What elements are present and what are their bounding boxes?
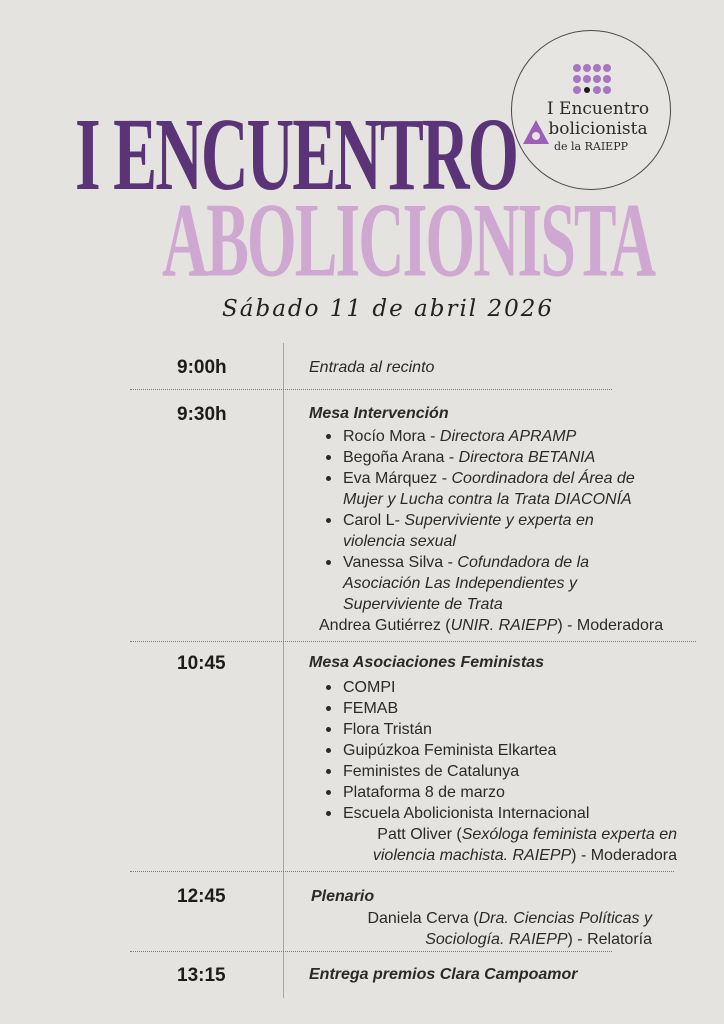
schedule-title: Plenario (311, 888, 375, 905)
moderator-name: Andrea Gutiérrez (319, 617, 441, 634)
schedule-title: Entrada al recinto (309, 359, 435, 376)
schedule-time: 12:45 (177, 886, 226, 907)
row-separator (130, 389, 612, 390)
moderator-org: violencia machista. RAIEPP (372, 847, 572, 864)
moderator-role: Moderadora (590, 847, 677, 864)
speaker-role: Directora BETANIA (458, 449, 596, 466)
rapporteur-role: Relatoría (587, 931, 652, 948)
dots-grid-icon (572, 64, 612, 96)
speaker-role: Mujer y Lucha contra la Trata DIACONÍA (343, 491, 632, 508)
row-separator (130, 951, 612, 952)
logo-line-3: de la RAIEPP (553, 140, 629, 153)
schedule-vertical-divider (283, 343, 284, 998)
list-item: Vanessa Silva - Cofundadora de la Asociación Las Independientes y Superviviente de Trata (325, 552, 635, 615)
schedule-time: 9:00h (177, 357, 227, 378)
schedule-title: Mesa Asociaciones Feministas (309, 654, 545, 671)
logo-line-2: bolicionista (548, 119, 648, 139)
rapporteur-org: Dra. Ciencias Políticas y (478, 910, 652, 927)
speaker-list (325, 426, 635, 615)
row-separator (130, 641, 696, 642)
title-line-1: I ENCUENTRO (75, 97, 517, 213)
list-item: Rocío Mora - Directora APRAMP (325, 426, 635, 447)
speaker-role: Coordinadora del Área de (451, 470, 635, 487)
moderator-line: Andrea Gutiérrez (UNIR. RAIEPP) - Moderadora (319, 617, 664, 634)
rapporteur-org: Sociología. RAIEPP (425, 931, 568, 948)
list-item: Eva Márquez - Coordinadora del Área de Mujer y Lucha contra la Trata DIACONÍA (325, 468, 635, 510)
list-item: Flora Tristán (325, 719, 589, 740)
row-separator (130, 871, 674, 872)
speaker-role: Superviviente de Trata (343, 596, 503, 613)
moderator-org: Sexóloga feminista experta en (461, 826, 677, 843)
speaker-role: Asociación Las Independientes y (343, 575, 577, 592)
speaker-name: Eva Márquez (343, 470, 438, 487)
speaker-name: Carol L (343, 512, 395, 529)
list-item: FEMAB (325, 698, 589, 719)
association-list (325, 677, 589, 824)
speaker-role: violencia sexual (343, 533, 456, 550)
list-item: Plataforma 8 de marzo (325, 782, 589, 803)
event-date: Sábado 11 de abril 2026 (222, 296, 554, 322)
speaker-name: Vanessa Silva (343, 554, 444, 571)
speaker-name: Rocío Mora (343, 428, 426, 445)
title-line-2: ABOLICIONISTA (162, 181, 655, 299)
list-item: COMPI (325, 677, 589, 698)
logo-line-1: I Encuentro (546, 99, 650, 119)
list-item: Escuela Abolicionista Internacional (325, 803, 589, 824)
moderator-name: Patt Oliver (377, 826, 452, 843)
moderator-line: Patt Oliver (Sexóloga feminista experta en violencia machista. RAIEPP) - Moderadora (372, 826, 677, 864)
speaker-role: Cofundadora de la (457, 554, 590, 571)
schedule-title: Mesa Intervención (309, 405, 449, 422)
list-item: Guipúzkoa Feminista Elkartea (325, 740, 589, 761)
schedule-time: 13:15 (177, 965, 226, 986)
moderator-role: Moderadora (576, 617, 664, 634)
event-logo (511, 30, 671, 190)
list-item: Feministes de Catalunya (325, 761, 589, 782)
list-item: Carol L- Superviviente y experta en violencia sexual (325, 510, 635, 552)
schedule-time: 10:45 (177, 653, 226, 674)
speaker-name: Begoña Arana (343, 449, 445, 466)
speaker-role: Directora APRAMP (439, 428, 577, 445)
rapporteur-name: Daniela Cerva (367, 910, 469, 927)
list-item: Begoña Arana - Directora BETANIA (325, 447, 635, 468)
schedule-time: 9:30h (177, 404, 227, 425)
rapporteur-line: Daniela Cerva (Dra. Ciencias Políticas y Sociología. RAIEPP) - Relatoría (367, 910, 652, 948)
moderator-org: UNIR. RAIEPP (450, 617, 558, 634)
schedule-title: Entrega premios Clara Campoamor (309, 966, 578, 983)
speaker-role: Superviviente y experta en (404, 512, 594, 529)
